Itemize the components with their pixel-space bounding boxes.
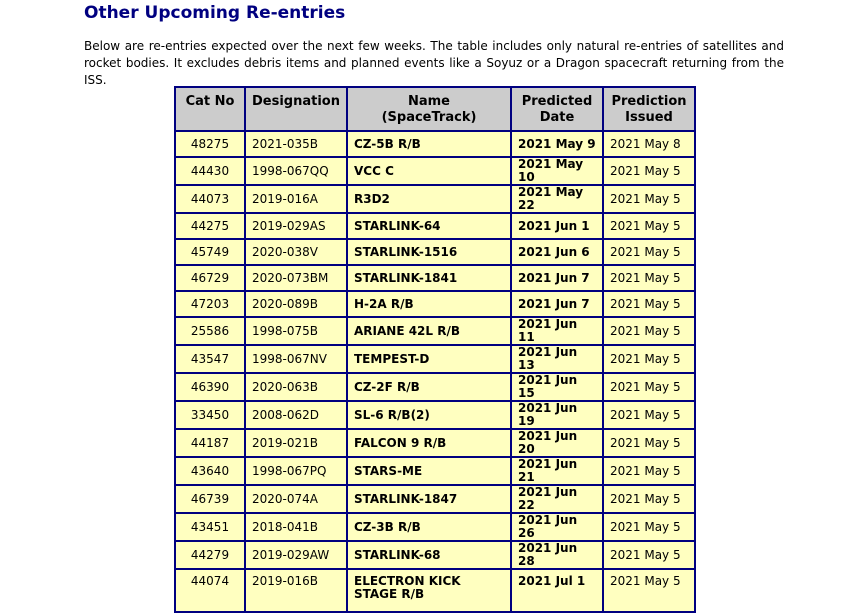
cell-cat-no: 44074 [176, 570, 244, 611]
header-predicted-line2: Date [539, 110, 575, 125]
cell-cat-no: 46729 [176, 266, 244, 290]
cell-cat-no: 43547 [176, 346, 244, 372]
cell-name: STARLINK-64 [348, 214, 510, 238]
header-cat-no: Cat No [176, 88, 244, 130]
header-issued-line1: Prediction [611, 94, 687, 109]
cell-predicted-date: 2021 May 9 [512, 132, 602, 156]
header-prediction-issued [604, 88, 694, 130]
cell-cat-no: 25586 [176, 318, 244, 344]
cell-name: TEMPEST-D [348, 346, 510, 372]
cell-cat-no: 44430 [176, 158, 244, 184]
table-row [176, 570, 694, 611]
cell-cat-no: 44073 [176, 186, 244, 212]
cell-predicted-date: 2021 Jun 19 [512, 402, 602, 428]
page-title: Other Upcoming Re-entries [84, 3, 346, 23]
cell-designation: 2020-089B [246, 292, 346, 316]
cell-name: SL-6 R/B(2) [348, 402, 510, 428]
header-predicted-line1: Predicted [521, 94, 593, 109]
cell-designation: 2020-063B [246, 374, 346, 400]
cell-predicted-date: 2021 Jun 7 [512, 266, 602, 290]
cell-prediction-issued: 2021 May 5 [604, 240, 694, 264]
cell-predicted-date: 2021 May 22 [512, 186, 602, 212]
cell-designation: 1998-067QQ [246, 158, 346, 184]
table-row [176, 186, 694, 212]
cell-designation: 1998-075B [246, 318, 346, 344]
intro-paragraph: Below are re-entries expected over the next few weeks. The table includes only natural re-entries of satellites and rocket bodies. It excludes debris items and planned events like a Soyuz or a Dragon spacecraft returning from the ISS. [84, 39, 784, 87]
table-row [176, 514, 694, 540]
cell-prediction-issued: 2021 May 5 [604, 318, 694, 344]
cell-cat-no: 45749 [176, 240, 244, 264]
cell-cat-no: 47203 [176, 292, 244, 316]
cell-cat-no: 33450 [176, 402, 244, 428]
cell-predicted-date: 2021 Jun 21 [512, 458, 602, 484]
cell-designation: 1998-067NV [246, 346, 346, 372]
header-row [176, 88, 694, 130]
cell-prediction-issued: 2021 May 5 [604, 514, 694, 540]
table-row [176, 486, 694, 512]
header-name-line2: (SpaceTrack) [381, 110, 477, 125]
cell-predicted-date: 2021 Jun 28 [512, 542, 602, 568]
table-row [176, 292, 694, 316]
table-row [176, 374, 694, 400]
cell-name: STARLINK-1516 [348, 240, 510, 264]
cell-prediction-issued: 2021 May 5 [604, 542, 694, 568]
header-name-line1: Name [407, 94, 450, 109]
cell-cat-no: 46390 [176, 374, 244, 400]
cell-designation: 1998-067PQ [246, 458, 346, 484]
cell-prediction-issued: 2021 May 5 [604, 570, 694, 611]
cell-cat-no: 44279 [176, 542, 244, 568]
cell-predicted-date: 2021 Jun 13 [512, 346, 602, 372]
table-row [176, 430, 694, 456]
cell-prediction-issued: 2021 May 5 [604, 458, 694, 484]
cell-designation: 2020-073BM [246, 266, 346, 290]
cell-designation: 2008-062D [246, 402, 346, 428]
cell-prediction-issued: 2021 May 5 [604, 430, 694, 456]
cell-designation: 2019-029AW [246, 542, 346, 568]
header-name [348, 88, 510, 130]
cell-cat-no: 48275 [176, 132, 244, 156]
cell-predicted-date: 2021 Jun 1 [512, 214, 602, 238]
cell-designation: 2021-035B [246, 132, 346, 156]
table-row [176, 132, 694, 156]
cell-predicted-date: 2021 May 10 [512, 158, 602, 184]
cell-prediction-issued: 2021 May 5 [604, 266, 694, 290]
cell-prediction-issued: 2021 May 5 [604, 214, 694, 238]
table-body [176, 132, 694, 611]
cell-predicted-date: 2021 Jun 26 [512, 514, 602, 540]
cell-prediction-issued: 2021 May 5 [604, 186, 694, 212]
cell-predicted-date: 2021 Jun 20 [512, 430, 602, 456]
cell-predicted-date: 2021 Jun 15 [512, 374, 602, 400]
cell-predicted-date: 2021 Jun 7 [512, 292, 602, 316]
cell-cat-no: 43451 [176, 514, 244, 540]
cell-name: VCC C [348, 158, 510, 184]
cell-predicted-date: 2021 Jul 1 [512, 570, 602, 611]
cell-cat-no: 44187 [176, 430, 244, 456]
cell-designation: 2019-029AS [246, 214, 346, 238]
cell-prediction-issued: 2021 May 5 [604, 402, 694, 428]
table-row [176, 458, 694, 484]
cell-name: STARLINK-68 [348, 542, 510, 568]
cell-cat-no: 43640 [176, 458, 244, 484]
table-row [176, 402, 694, 428]
cell-name: FALCON 9 R/B [348, 430, 510, 456]
table-row [176, 214, 694, 238]
cell-name: ELECTRON KICK STAGE R/B [348, 570, 510, 611]
header-issued-line2: Issued [625, 110, 673, 125]
cell-designation: 2020-074A [246, 486, 346, 512]
reentries-table [174, 86, 696, 613]
cell-name: CZ-3B R/B [348, 514, 510, 540]
cell-prediction-issued: 2021 May 5 [604, 292, 694, 316]
cell-name: CZ-5B R/B [348, 132, 510, 156]
cell-name: STARLINK-1841 [348, 266, 510, 290]
table-row [176, 240, 694, 264]
table-row [176, 542, 694, 568]
cell-designation: 2019-016B [246, 570, 346, 611]
cell-name: STARS-ME [348, 458, 510, 484]
cell-cat-no: 44275 [176, 214, 244, 238]
cell-prediction-issued: 2021 May 5 [604, 346, 694, 372]
cell-designation: 2019-021B [246, 430, 346, 456]
cell-designation: 2020-038V [246, 240, 346, 264]
header-predicted-date [512, 88, 602, 130]
cell-cat-no: 46739 [176, 486, 244, 512]
cell-prediction-issued: 2021 May 5 [604, 374, 694, 400]
cell-predicted-date: 2021 Jun 11 [512, 318, 602, 344]
cell-name: CZ-2F R/B [348, 374, 510, 400]
table-row [176, 158, 694, 184]
cell-designation: 2018-041B [246, 514, 346, 540]
cell-predicted-date: 2021 Jun 22 [512, 486, 602, 512]
table-row [176, 266, 694, 290]
cell-prediction-issued: 2021 May 5 [604, 486, 694, 512]
cell-name: H-2A R/B [348, 292, 510, 316]
header-designation: Designation [246, 88, 346, 130]
cell-designation: 2019-016A [246, 186, 346, 212]
table-row [176, 318, 694, 344]
cell-prediction-issued: 2021 May 8 [604, 132, 694, 156]
cell-prediction-issued: 2021 May 5 [604, 158, 694, 184]
cell-name: R3D2 [348, 186, 510, 212]
cell-name: STARLINK-1847 [348, 486, 510, 512]
table-row [176, 346, 694, 372]
cell-predicted-date: 2021 Jun 6 [512, 240, 602, 264]
cell-name: ARIANE 42L R/B [348, 318, 510, 344]
